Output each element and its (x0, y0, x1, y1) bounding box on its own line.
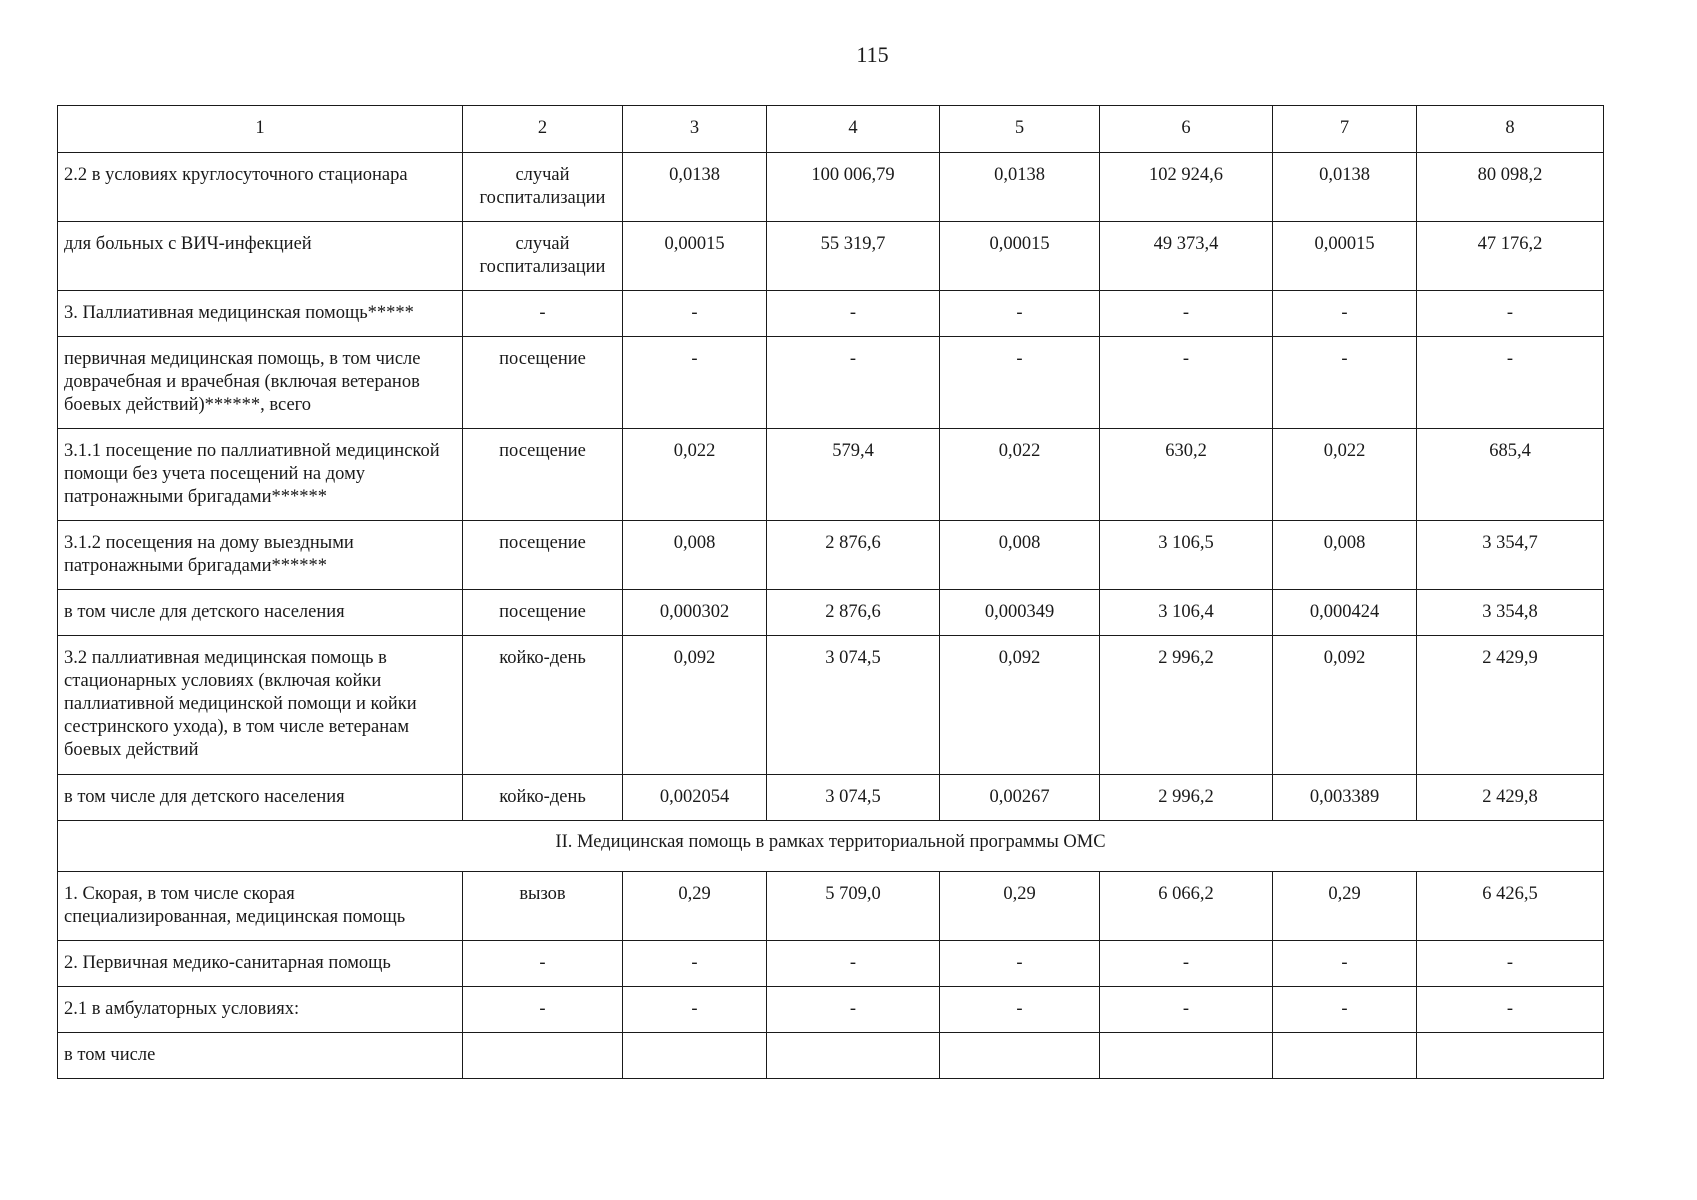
value-cell: 6 066,2 (1100, 872, 1273, 941)
value-cell: 55 319,7 (767, 222, 940, 291)
row-label: для больных с ВИЧ-инфекцией (58, 222, 463, 291)
value-cell: 0,00267 (940, 775, 1100, 821)
table-row (58, 636, 1604, 775)
column-header: 2 (463, 106, 623, 153)
unit-cell (463, 1033, 623, 1079)
table-row (58, 337, 1604, 429)
row-label: 2.2 в условиях круглосуточного стационара (58, 153, 463, 222)
value-cell: 0,0138 (623, 153, 767, 222)
value-cell: - (1100, 941, 1273, 987)
value-cell: 0,008 (623, 521, 767, 590)
value-cell: 2 876,6 (767, 521, 940, 590)
value-cell: 3 074,5 (767, 636, 940, 775)
section-row (58, 821, 1604, 872)
value-cell: - (767, 291, 940, 337)
value-cell: 0,000424 (1273, 590, 1417, 636)
value-cell: 0,003389 (1273, 775, 1417, 821)
value-cell (1417, 1033, 1604, 1079)
unit-cell: койко-день (463, 775, 623, 821)
value-cell: 0,000349 (940, 590, 1100, 636)
value-cell: 3 106,4 (1100, 590, 1273, 636)
table-row (58, 941, 1604, 987)
column-header: 7 (1273, 106, 1417, 153)
value-cell: 2 996,2 (1100, 775, 1273, 821)
table-row (58, 590, 1604, 636)
row-label: 3.1.2 посещения на дому выездными патронажными бригадами****** (58, 521, 463, 590)
value-cell: - (767, 941, 940, 987)
column-header: 6 (1100, 106, 1273, 153)
row-label: в том числе для детского населения (58, 775, 463, 821)
column-header: 4 (767, 106, 940, 153)
value-cell: - (623, 291, 767, 337)
unit-cell: посещение (463, 521, 623, 590)
value-cell: - (940, 941, 1100, 987)
value-cell: - (1417, 337, 1604, 429)
value-cell: 0,092 (1273, 636, 1417, 775)
row-label: первичная медицинская помощь, в том числе доврачебная и врачебная (включая ветеранов боевых действий)******, всего (58, 337, 463, 429)
value-cell: - (767, 337, 940, 429)
value-cell: 0,29 (1273, 872, 1417, 941)
value-cell (767, 1033, 940, 1079)
column-header-row (58, 106, 1604, 153)
value-cell: 0,022 (940, 429, 1100, 521)
value-cell (1273, 1033, 1417, 1079)
value-cell: 630,2 (1100, 429, 1273, 521)
table-row (58, 872, 1604, 941)
column-header: 1 (58, 106, 463, 153)
value-cell: - (1273, 987, 1417, 1033)
value-cell (940, 1033, 1100, 1079)
value-cell: 0,0138 (940, 153, 1100, 222)
unit-cell: случай госпитализации (463, 153, 623, 222)
value-cell: 0,00015 (1273, 222, 1417, 291)
value-cell: - (940, 337, 1100, 429)
value-cell: 0,0138 (1273, 153, 1417, 222)
page-number: 115 (856, 42, 889, 67)
table-row (58, 291, 1604, 337)
value-cell: 0,29 (940, 872, 1100, 941)
value-cell: 0,022 (1273, 429, 1417, 521)
data-table (57, 105, 1604, 1079)
value-cell: 3 354,7 (1417, 521, 1604, 590)
value-cell (1100, 1033, 1273, 1079)
row-label: 2.1 в амбулаторных условиях: (58, 987, 463, 1033)
row-label: 2. Первичная медико-санитарная помощь (58, 941, 463, 987)
value-cell: - (1417, 987, 1604, 1033)
row-label: 1. Скорая, в том числе скорая специализированная, медицинская помощь (58, 872, 463, 941)
table-row (58, 222, 1604, 291)
value-cell: 80 098,2 (1417, 153, 1604, 222)
value-cell: 2 876,6 (767, 590, 940, 636)
value-cell: 0,008 (940, 521, 1100, 590)
value-cell: - (623, 337, 767, 429)
value-cell: 0,022 (623, 429, 767, 521)
unit-cell: посещение (463, 590, 623, 636)
unit-cell: случай госпитализации (463, 222, 623, 291)
value-cell: - (623, 987, 767, 1033)
value-cell: 0,092 (940, 636, 1100, 775)
table-row (58, 1033, 1604, 1079)
value-cell: 0,00015 (623, 222, 767, 291)
value-cell: - (623, 941, 767, 987)
value-cell: 49 373,4 (1100, 222, 1273, 291)
value-cell: - (1417, 941, 1604, 987)
value-cell: 0,002054 (623, 775, 767, 821)
value-cell: - (940, 291, 1100, 337)
unit-cell: вызов (463, 872, 623, 941)
value-cell: 3 074,5 (767, 775, 940, 821)
value-cell: 0,29 (623, 872, 767, 941)
value-cell: 5 709,0 (767, 872, 940, 941)
row-label: 3.2 паллиативная медицинская помощь в стационарных условиях (включая койки паллиативной медицинской помощи и койки сестринского ухода), в том числе ветеранам боевых действий (58, 636, 463, 775)
value-cell: - (1100, 337, 1273, 429)
column-header: 3 (623, 106, 767, 153)
value-cell: - (1273, 291, 1417, 337)
value-cell: 3 354,8 (1417, 590, 1604, 636)
value-cell: 0,000302 (623, 590, 767, 636)
value-cell: 2 996,2 (1100, 636, 1273, 775)
row-label: 3.1.1 посещение по паллиативной медицинской помощи без учета посещений на дому патронажными бригадами****** (58, 429, 463, 521)
value-cell: - (1273, 337, 1417, 429)
value-cell: 685,4 (1417, 429, 1604, 521)
column-header: 8 (1417, 106, 1604, 153)
value-cell: 102 924,6 (1100, 153, 1273, 222)
section-title: II. Медицинская помощь в рамках территориальной программы ОМС (58, 821, 1604, 872)
value-cell: - (1100, 987, 1273, 1033)
value-cell: 100 006,79 (767, 153, 940, 222)
unit-cell: посещение (463, 337, 623, 429)
unit-cell: - (463, 941, 623, 987)
value-cell: 2 429,8 (1417, 775, 1604, 821)
row-label: в том числе для детского населения (58, 590, 463, 636)
table-row (58, 153, 1604, 222)
value-cell: 579,4 (767, 429, 940, 521)
column-header: 5 (940, 106, 1100, 153)
row-label: 3. Паллиативная медицинская помощь***** (58, 291, 463, 337)
value-cell (623, 1033, 767, 1079)
value-cell: 0,008 (1273, 521, 1417, 590)
table-row (58, 429, 1604, 521)
unit-cell: - (463, 291, 623, 337)
value-cell: - (1273, 941, 1417, 987)
unit-cell: посещение (463, 429, 623, 521)
table-row (58, 775, 1604, 821)
row-label: в том числе (58, 1033, 463, 1079)
unit-cell: - (463, 987, 623, 1033)
table-row (58, 987, 1604, 1033)
value-cell: 6 426,5 (1417, 872, 1604, 941)
unit-cell: койко-день (463, 636, 623, 775)
value-cell: 3 106,5 (1100, 521, 1273, 590)
value-cell: - (1100, 291, 1273, 337)
value-cell: 2 429,9 (1417, 636, 1604, 775)
value-cell: 0,092 (623, 636, 767, 775)
value-cell: 47 176,2 (1417, 222, 1604, 291)
value-cell: 0,00015 (940, 222, 1100, 291)
value-cell: - (940, 987, 1100, 1033)
value-cell: - (767, 987, 940, 1033)
table-row (58, 521, 1604, 590)
value-cell: - (1417, 291, 1604, 337)
